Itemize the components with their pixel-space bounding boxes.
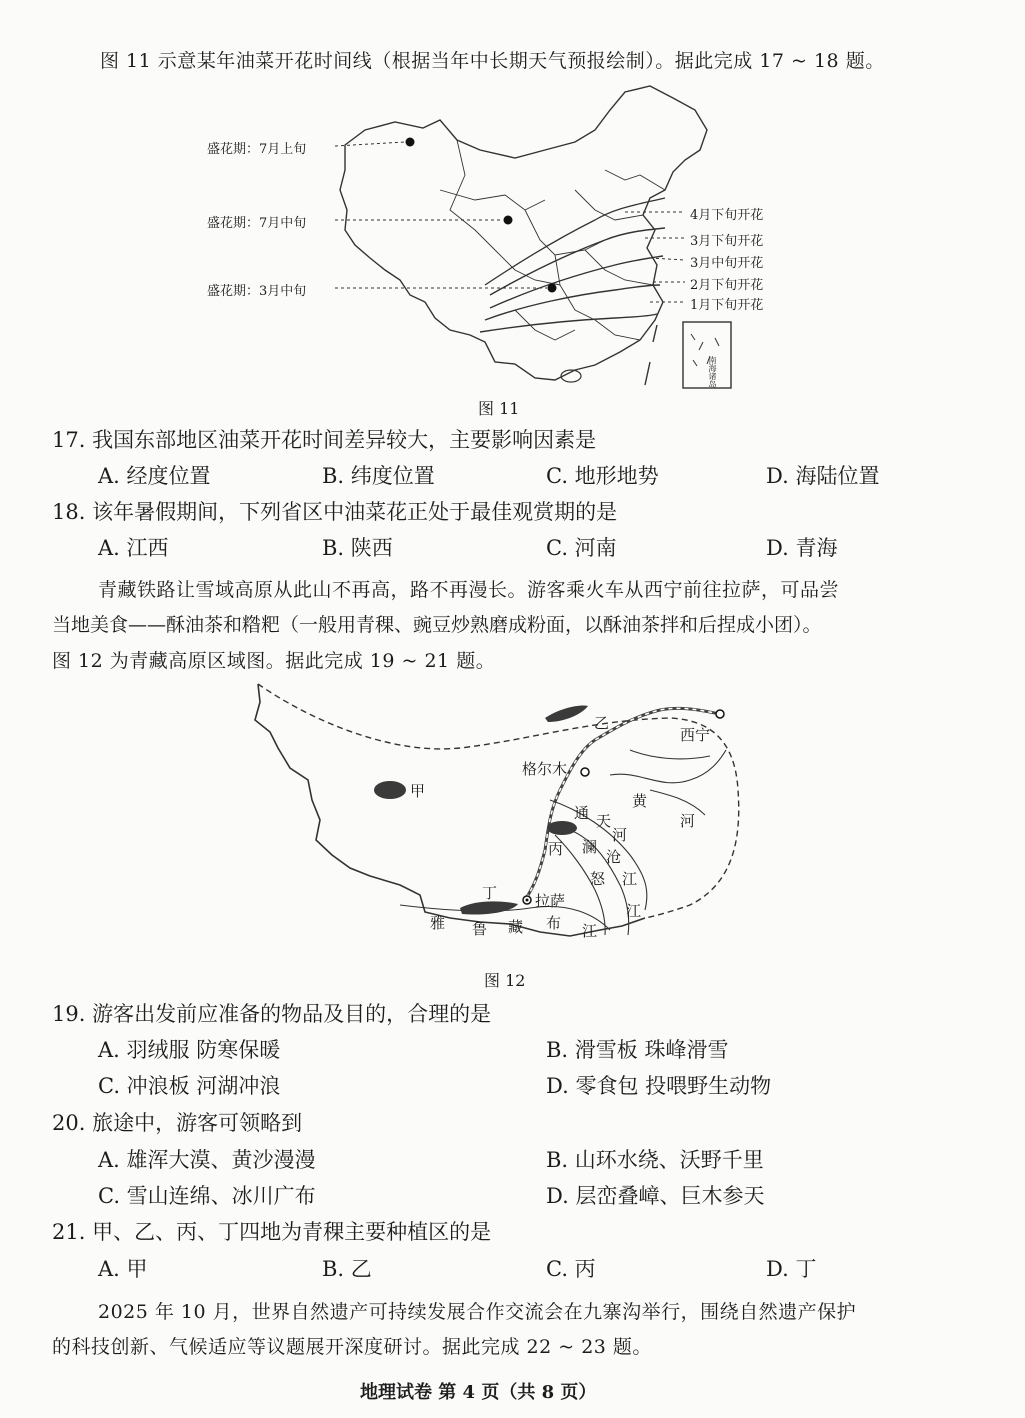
fig11-label-mar-mid: 3月中旬开花 xyxy=(690,256,764,271)
label-nu: 怒 xyxy=(590,870,606,888)
china-outline xyxy=(340,86,707,380)
label-bu: 布 xyxy=(546,914,562,932)
label-lancang-jiang: 江 xyxy=(622,870,638,888)
q19-option-a[interactable]: A. 羽绒服 防寒保暖 xyxy=(98,1038,281,1062)
q19-stem: 19. 游客出发前应准备的物品及目的，合理的是 xyxy=(52,1002,492,1026)
label-xining: 西宁 xyxy=(680,726,711,744)
label-nu-jiang: 江 xyxy=(626,902,642,920)
q17-option-c[interactable]: C. 地形地势 xyxy=(546,464,659,488)
label-jia: 甲 xyxy=(410,782,426,800)
label-bing: 丙 xyxy=(548,840,564,858)
label-ya: 雅 xyxy=(430,914,446,932)
q18-option-d[interactable]: D. 青海 xyxy=(766,536,838,560)
label-zang: 藏 xyxy=(508,918,524,936)
label-ding: 丁 xyxy=(482,884,498,902)
fig11-label-mar-late: 3月下旬开花 xyxy=(690,234,764,249)
region-bing xyxy=(547,821,577,835)
label-lu: 鲁 xyxy=(472,920,488,938)
q17-option-b[interactable]: B. 纬度位置 xyxy=(322,464,435,488)
label-lhasa: 拉萨 xyxy=(535,892,566,910)
q18-stem: 18. 该年暑假期间，下列省区中油菜花正处于最佳观赏期的是 xyxy=(52,500,618,524)
flower-line-jan xyxy=(480,314,657,332)
page-footer: 地理试卷 第 4 页（共 8 页） xyxy=(360,1382,597,1403)
q17-stem: 17. 我国东部地区油菜开花时间差异较大，主要影响因素是 xyxy=(52,428,597,452)
label-he: 河 xyxy=(680,812,696,830)
flower-line-mar-late xyxy=(490,228,665,295)
region-ding xyxy=(460,901,518,914)
q21-option-d[interactable]: D. 丁 xyxy=(766,1257,817,1281)
intro-q22-line2: 的科技创新、气候适应等议题展开深度研讨。据此完成 22 ~ 23 题。 xyxy=(52,1336,652,1358)
fig11-label-xinjiang: 盛花期：7月上旬 xyxy=(207,142,307,157)
label-tong: 通 xyxy=(574,804,590,822)
q20-option-d[interactable]: D. 层峦叠嶂、巨木参天 xyxy=(546,1184,765,1208)
q17-option-a[interactable]: A. 经度位置 xyxy=(98,464,211,488)
q20-stem: 20. 旅途中，游客可领略到 xyxy=(52,1111,303,1135)
label-yalu-jiang: 江 xyxy=(582,922,598,940)
label-yi: 乙 xyxy=(594,714,610,732)
q21-stem: 21. 甲、乙、丙、丁四地为青稞主要种植区的是 xyxy=(52,1220,492,1244)
fig11-label-jan-late: 1月下旬开花 xyxy=(690,298,764,313)
fig11-caption: 图 11 xyxy=(478,399,520,418)
label-huang: 黄 xyxy=(632,792,648,810)
label-lan: 澜 xyxy=(582,838,598,856)
label-tong-he: 河 xyxy=(612,826,628,844)
q17-option-d[interactable]: D. 海陆位置 xyxy=(766,464,880,488)
intro-q22-line1: 2025 年 10 月，世界自然遗产可持续发展合作交流会在九寨沟举行，围绕自然遗产保护 xyxy=(98,1301,857,1323)
q20-option-a[interactable]: A. 雄浑大漠、黄沙漫漫 xyxy=(98,1148,316,1172)
region-yi xyxy=(545,706,588,723)
fig11-label-qinghai: 盛花期：7月中旬 xyxy=(207,216,307,231)
intro-fig12-line1: 青藏铁路让雪域高原从此山不再高，路不再漫长。游客乘火车从西宁前往拉萨，可品尝 xyxy=(98,579,840,601)
fig12-caption: 图 12 xyxy=(484,971,526,990)
q18-option-c[interactable]: C. 河南 xyxy=(546,536,617,560)
q19-option-d[interactable]: D. 零食包 投喂野生动物 xyxy=(546,1074,772,1098)
q21-option-c[interactable]: C. 丙 xyxy=(546,1257,596,1281)
q18-option-b[interactable]: B. 陕西 xyxy=(322,536,393,560)
label-tian: 天 xyxy=(596,812,612,830)
intro-fig12-line2: 当地美食——酥油茶和糌粑（一般用青稞、豌豆炒熟磨成粉面，以酥油茶拌和后捏成小团）。 xyxy=(52,614,822,636)
label-cang: 沧 xyxy=(606,848,622,866)
yellow-river xyxy=(610,750,726,783)
fig11-label-apr-late: 4月下旬开花 xyxy=(690,208,764,223)
plateau-boundary xyxy=(258,684,739,918)
q19-option-b[interactable]: B. 滑雪板 珠峰滑雪 xyxy=(546,1038,729,1062)
fig11-label-sichuan: 盛花期：3月中旬 xyxy=(207,284,307,299)
q20-option-b[interactable]: B. 山环水绕、沃野千里 xyxy=(546,1148,764,1172)
flower-line-apr xyxy=(485,198,665,285)
intro-fig12-line3: 图 12 为青藏高原区域图。据此完成 19 ~ 21 题。 xyxy=(52,650,496,672)
q18-option-a[interactable]: A. 江西 xyxy=(98,536,169,560)
region-jia xyxy=(374,781,406,799)
flower-line-feb xyxy=(485,285,660,320)
intro-fig11: 图 11 示意某年油菜开花时间线（根据当年中长期天气预报绘制）。据此完成 17 ~ 18 题。 xyxy=(100,50,885,72)
q21-option-a[interactable]: A. 甲 xyxy=(98,1257,148,1281)
q21-option-b[interactable]: B. 乙 xyxy=(322,1257,372,1281)
inset-label: 南海诸岛 xyxy=(708,356,717,388)
q19-option-c[interactable]: C. 冲浪板 河湖冲浪 xyxy=(98,1074,281,1098)
q20-option-c[interactable]: C. 雪山连绵、冰川广布 xyxy=(98,1184,316,1208)
figure-12-tibet-plateau-map xyxy=(250,680,750,970)
fig11-label-feb-late: 2月下旬开花 xyxy=(690,278,764,293)
label-geermu: 格尔木 xyxy=(522,760,568,778)
